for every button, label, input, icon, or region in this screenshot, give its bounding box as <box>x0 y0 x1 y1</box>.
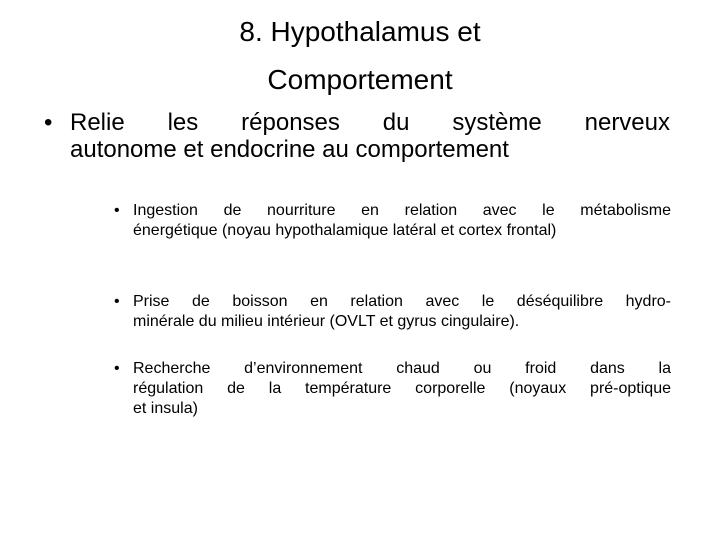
main-bullet <box>44 109 670 163</box>
sub-bullet-line: énergétique (noyau hypothalamique latéral et cortex frontal) <box>133 222 557 239</box>
sub-bullet-line: et insula) <box>133 400 198 417</box>
bullet-dot-icon: • <box>44 109 53 136</box>
sub-bullet-line: Prise de boisson en relation avec le déséquilibre hydro- <box>133 293 671 310</box>
sub-bullet-ingestion <box>114 201 671 241</box>
bullet-dot-icon: • <box>114 202 120 219</box>
sub-bullet-text <box>133 359 671 419</box>
sub-bullet-line: minérale du milieu intérieur (OVLT et gyrus cingulaire). <box>133 313 520 330</box>
sub-bullet-text <box>133 201 671 241</box>
main-bullet-text <box>70 109 670 163</box>
bullet-dot-icon: • <box>114 360 120 377</box>
sub-bullet-line: Ingestion de nourriture en relation avec le métabolisme <box>133 202 671 219</box>
sub-bullet-temperature <box>114 359 671 419</box>
main-bullet-line-2: autonome et endocrine au comportement <box>70 136 509 163</box>
main-bullet-line-1: Relie les réponses du système nerveux <box>70 109 670 136</box>
title-line-2: Comportement <box>267 64 453 95</box>
sub-bullet-text <box>133 292 671 332</box>
sub-bullet-line: Recherche d’environnement chaud ou froid dans la <box>133 360 671 377</box>
sub-bullet-line: régulation de la température corporelle (noyaux pré-optique <box>133 380 671 397</box>
slide-title <box>0 8 720 104</box>
bullet-dot-icon: • <box>114 293 120 310</box>
title-line-1: 8. Hypothalamus et <box>239 16 481 47</box>
sub-bullet-boisson <box>114 292 671 332</box>
